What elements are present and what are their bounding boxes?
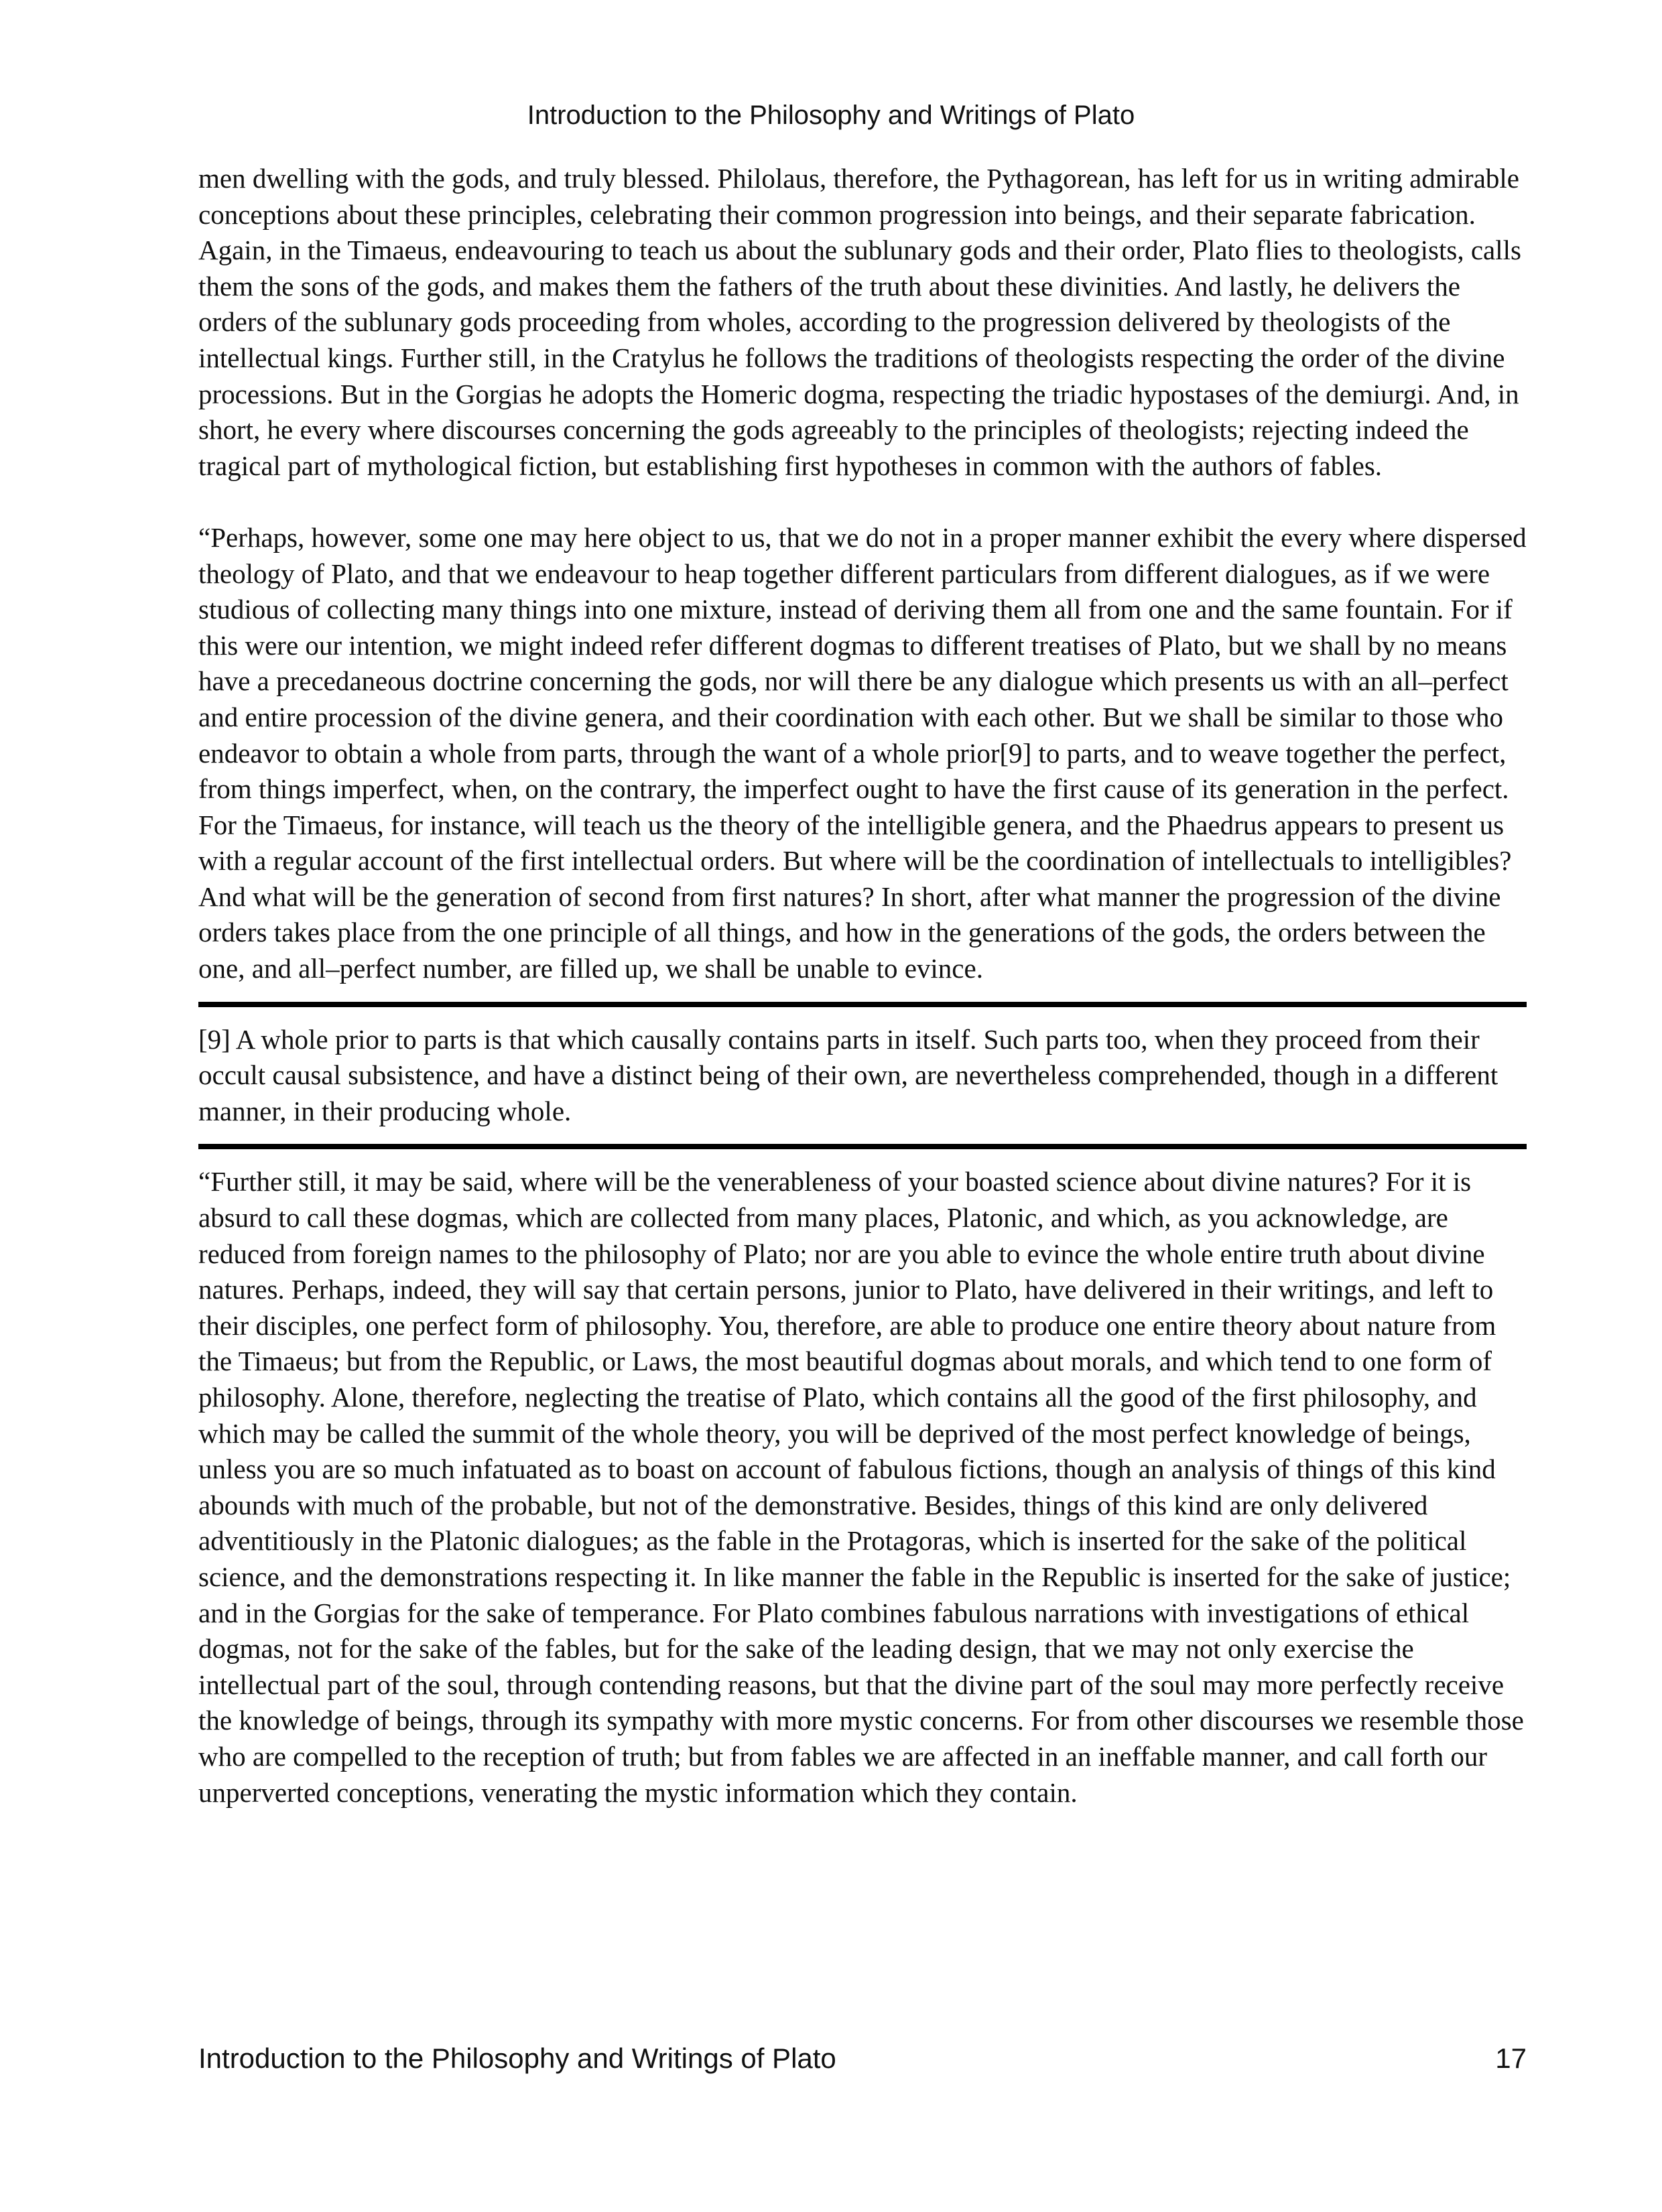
body-paragraph-2: “Perhaps, however, some one may here object to us, that we do not in a proper manner exhibit the every where dispersed theology of Plato, and that we endeavour to heap together different particulars from different dialogues, as if we were studious of collecting many things into one mixture, instead of deriving them all from one and the same fountain. For if this were our intention, we might indeed refer different dogmas to different treatises of Plato, but we shall by no means have a precedaneous doctrine concerning the gods, nor will there be any dialogue which presents us with an all–perfect and entire procession of the divine genera, and their coordination with each other. But we shall be similar to those who endeavor to obtain a whole from parts, through the want of a whole prior[9] to parts, and to weave together the perfect, from things imperfect, when, on the contrary, the imperfect ought to have the first cause of its generation in the perfect. For the Timaeus, for instance, will teach us the theory of the intelligible genera, and the Phaedrus appears to present us with a regular account of the first intellectual orders. But where will be the coordination of intellectuals to intelligibles? And what will be the generation of second from first natures? In short, after what manner the progression of the divine orders takes place from the one principle of all things, and how in the generations of the gods, the orders between the one, and all–perfect number, are filled up, we shall be unable to evince. [198,521,1527,984]
footer-title: Introduction to the Philosophy and Writings of Plato [198,2042,836,2074]
page-number: 17 [1495,2042,1527,2074]
running-header: Introduction to the Philosophy and Writings of Plato [527,101,1135,130]
body-paragraph-1: men dwelling with the gods, and truly blessed. Philolaus, therefore, the Pythagorean, has left for us in writing admirable conceptions about these principles, celebrating their common progression into beings, and their separate fabrication. Again, in the Timaeus, endeavouring to teach us about the sublunary gods and their order, Plato flies to theologists, calls them the sons of the gods, and makes them the fathers of the truth about these divinities. And lastly, he delivers the orders of the sublunary gods proceeding from wholes, according to the progression delivered by theologists of the intellectual kings. Further still, in the Cratylus he follows the traditions of theologists respecting the order of the divine processions. But in the Gorgias he adopts the Homeric dogma, respecting the triadic hypostases of the demiurgi. And, in short, he every where discourses concerning the gods agreeably to the principles of theologists; rejecting indeed the tragical part of mythological fiction, but establishing first hypotheses in common with the authors of fables. [198,163,1521,481]
footnote: [9] A whole prior to parts is that which causally contains parts in itself. Such parts too, when they proceed from their occult causal subsistence, and have a distinct being of their own, are nevertheless comprehended, though in a different manner, in their producing whole. [198,1023,1498,1126]
footnote-divider-bottom [198,1144,1527,1149]
page-body [198,161,1527,1811]
running-footer [198,2040,1527,2077]
body-paragraph-3: “Further still, it may be said, where will be the venerableness of your boasted science about divine natures? For it is absurd to call these dogmas, which are collected from many places, Platonic, and which, as you acknowledge, are reduced from foreign names to the philosophy of Plato; nor are you able to evince the whole entire truth about divine natures. Perhaps, indeed, they will say that certain persons, junior to Plato, have delivered in their writings, and left to their disciples, one perfect form of philosophy. You, therefore, are able to produce one entire theory about nature from the Timaeus; but from the Republic, or Laws, the most beautiful dogmas about morals, and which tend to one form of philosophy. Alone, therefore, neglecting the treatise of Plato, which contains all the good of the first philosophy, and which may be called the summit of the whole theory, you will be deprived of the most perfect knowledge of beings, unless you are so much infatuated as to boast on account of fabulous fictions, though an analysis of things of this kind abounds with much of the probable, but not of the demonstrative. Besides, things of this kind are only delivered adventitiously in the Platonic dialogues; as the fable in the Protagoras, which is inserted for the sake of the political science, and the demonstrations respecting it. In like manner the fable in the Republic is inserted for the sake of justice; and in the Gorgias for the sake of temperance. For Plato combines fabulous narrations with investigations of ethical dogmas, not for the sake of the fables, but for the sake of the leading design, that we may not only exercise the intellectual part of the soul, through contending reasons, but that the divine part of the soul may more perfectly receive the knowledge of beings, through its sympathy with more mystic concerns. For from other discourses we resemble those who are compelled to the reception of truth; but from fables we are affected in an ineffable manner, and call forth our unperverted conceptions, venerating the mystic information which they contain. [198,1166,1524,1808]
footnote-divider-top [198,1002,1527,1007]
